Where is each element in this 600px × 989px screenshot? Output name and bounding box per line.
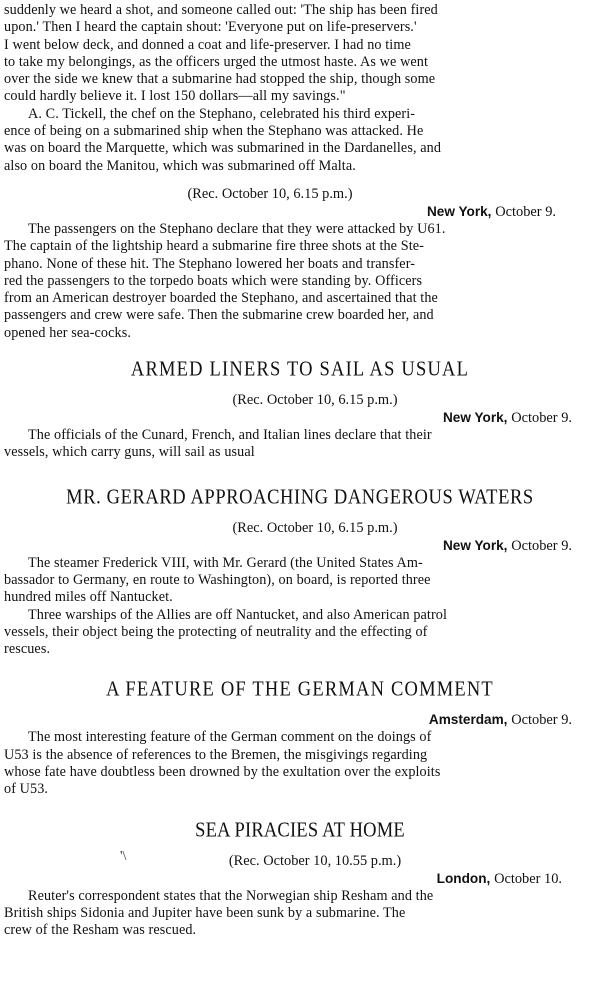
- article-body: [4, 888, 596, 940]
- text-line: hundred miles off Nantucket.: [4, 589, 173, 606]
- dateline: [4, 870, 596, 888]
- article-mr-gerard: [4, 488, 596, 659]
- text-line: passengers and crew were safe. Then the submarine crew boarded her, and: [4, 307, 434, 324]
- text-line: vessels, which carry guns, will sail as usual: [4, 444, 255, 461]
- text-line: also on board the Manitou, which was submarined off Malta.: [4, 157, 356, 174]
- text-line: Reuter's correspondent states that the Norwegian ship Resham and the: [28, 887, 434, 904]
- text-line: Three warships of the Allies are off Nantucket, and also American patrol: [28, 606, 448, 623]
- text-line: British ships Sidonia and Jupiter have been sunk by a submarine. The: [4, 904, 406, 921]
- report-body: [4, 221, 596, 342]
- text-line: U53 is the absence of references to the Bremen, the misgivings regarding: [4, 746, 428, 763]
- dateline: [4, 203, 596, 221]
- intro-paragraph-2: [4, 106, 596, 175]
- text-line: The most interesting feature of the German comment on the doings of: [28, 729, 432, 746]
- dateline: [4, 537, 596, 555]
- headline: A FEATURE OF THE GERMAN COMMENT: [106, 679, 494, 702]
- text-line: from an American destroyer boarded the Stephano, and ascertained that the: [4, 290, 438, 307]
- dateline-place: Amsterdam,: [428, 712, 508, 728]
- dateline-place: New York,: [426, 203, 492, 219]
- headline: SEA PIRACIES AT HOME: [195, 819, 405, 842]
- text-line: upon.' Then I heard the captain shout: 'Everyone put on life-preservers.': [4, 19, 417, 36]
- stray-print-mark: '\: [120, 848, 127, 864]
- intro-section: [4, 2, 596, 175]
- text-line: I went below deck, and donned a coat and life-preserver. I had no time: [4, 36, 411, 53]
- text-line: A. C. Tickell, the chef on the Stephano, celebrated his third experi-: [28, 105, 416, 122]
- dateline-date: October 9.: [511, 537, 572, 554]
- article-sea-piracies: [4, 821, 596, 940]
- text-line: The officials of the Cunard, French, and Italian lines declare that their: [28, 427, 432, 444]
- text-line: over the side we knew that a submarine had stopped the ship, though some: [4, 71, 436, 88]
- text-line: vessels, their object being the protecting of neutrality and the effecting of: [4, 623, 428, 640]
- dateline: [4, 409, 596, 427]
- text-line: was on board the Marquette, which was submarined in the Dardanelles, and: [4, 140, 442, 157]
- article-german-comment: [4, 680, 596, 798]
- intro-paragraph-1: [4, 2, 596, 106]
- received-time: (Rec. October 10, 6.15 p.m.): [232, 519, 398, 536]
- text-line: rescues.: [4, 641, 51, 658]
- text-line: opened her sea-cocks.: [4, 324, 131, 341]
- article-body: [4, 729, 596, 798]
- text-line: ence of being on a submarined ship when the Stephano was attacked. He: [4, 123, 424, 140]
- dateline-date: October 9.: [511, 712, 572, 729]
- text-line: suddenly we heard a shot, and someone called out: 'The ship has been fired: [4, 2, 438, 18]
- received-time: (Rec. October 10, 6.15 p.m.): [232, 392, 398, 409]
- headline: ARMED LINERS TO SAIL AS USUAL: [130, 358, 470, 382]
- text-line: crew of the Resham was rescued.: [4, 922, 197, 939]
- received-time: (Rec. October 10, 10.55 p.m.): [228, 852, 402, 869]
- report-stephano: [4, 185, 596, 342]
- text-line: to take my belongings, as the officers urged the utmost haste. As we went: [4, 53, 429, 70]
- text-line: red the passengers to the torpedo boats which were standing by. Officers: [4, 272, 423, 289]
- dateline-date: October 9.: [495, 203, 556, 220]
- dateline-place: New York,: [442, 410, 508, 426]
- text-line: could hardly believe it. I lost 150 dollars—all my savings.": [4, 88, 346, 105]
- dateline-date: October 10.: [494, 870, 562, 887]
- headline: MR. GERARD APPROACHING DANGEROUS WATERS: [66, 486, 534, 509]
- dateline-place: New York,: [442, 537, 508, 553]
- text-line: The passengers on the Stephano declare that they were attacked by U61.: [28, 220, 446, 237]
- dateline: [4, 711, 596, 729]
- text-line: bassador to Germany, en route to Washington), on board, is reported three: [4, 571, 431, 588]
- article-body: [4, 427, 596, 462]
- article-body: [4, 555, 596, 659]
- text-line: The captain of the lightship heard a submarine fire three shots at the Ste-: [4, 238, 424, 255]
- dateline-date: October 9.: [511, 410, 572, 427]
- text-line: whose fate have doubtless been drowned by the exultation over the exploits: [4, 764, 441, 781]
- text-line: The steamer Frederick VIII, with Mr. Gerard (the United States Am-: [28, 554, 423, 571]
- received-time: (Rec. October 10, 6.15 p.m.): [187, 185, 353, 202]
- dateline-place: London,: [436, 870, 491, 886]
- text-line: of U53.: [4, 781, 49, 798]
- text-line: phano. None of these hit. The Stephano lowered her boats and transfer-: [4, 255, 416, 272]
- article-armed-liners: [4, 360, 596, 462]
